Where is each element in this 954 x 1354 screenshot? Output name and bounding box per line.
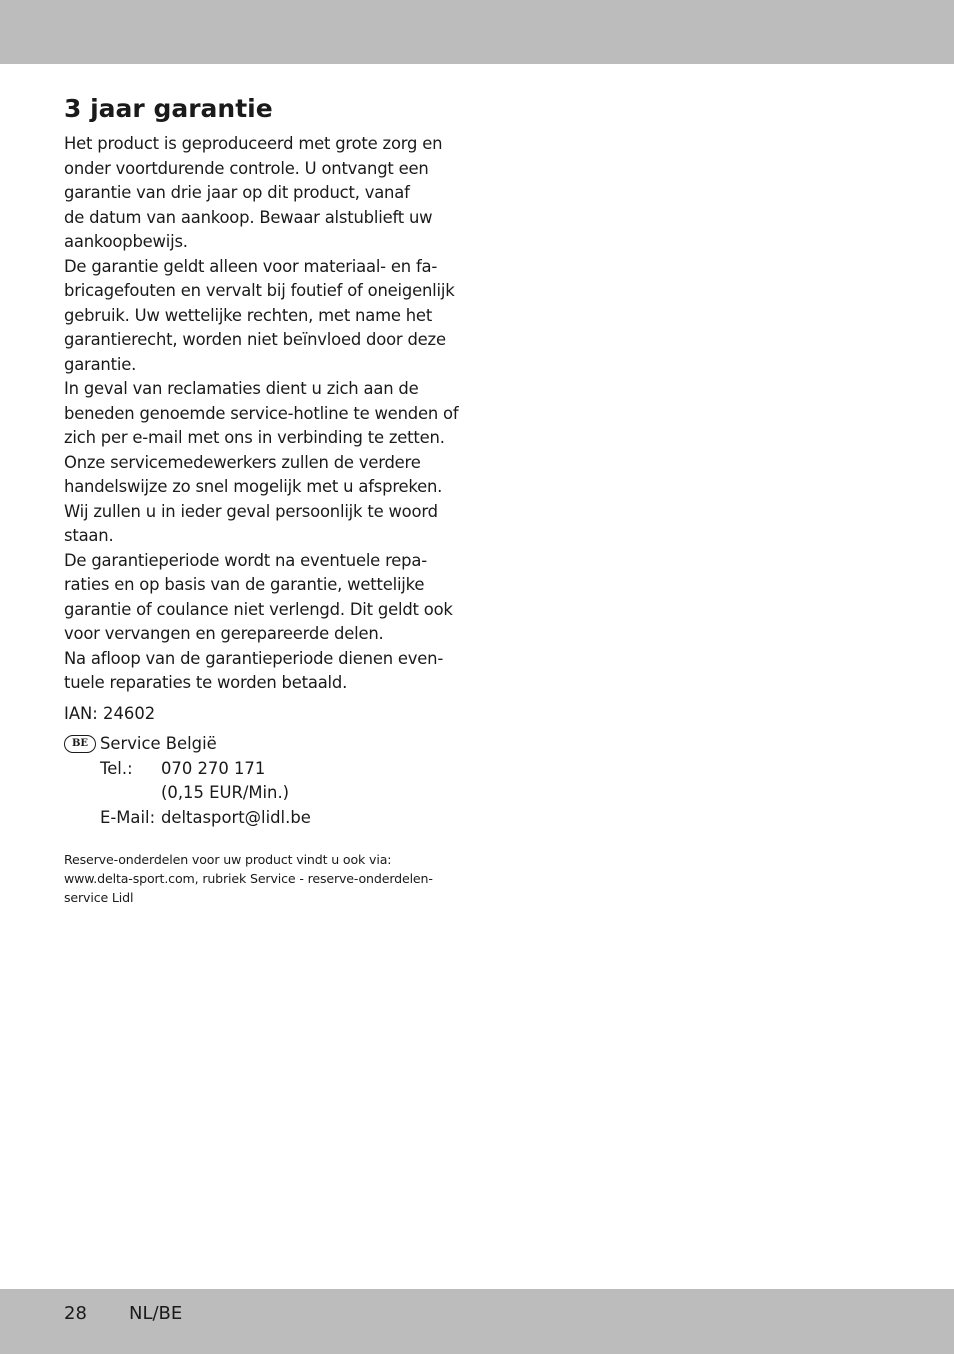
phone-row [64,757,464,782]
text-line: zich per e-mail met ons in verbinding te zetten. [64,428,445,447]
text-line: staan. [64,526,114,545]
service-title-row [64,732,464,757]
country-badge-icon: BE [64,735,96,753]
warranty-body-text [64,132,464,696]
section-title: 3 jaar garantie [64,94,273,123]
spare-parts-line: Reserve-onderdelen voor uw product vindt u ook via: [64,852,392,867]
header-bar [0,0,954,64]
phone-label: Tel.: [100,758,133,778]
text-line: raties en op basis van de garantie, wettelijke [64,575,425,594]
spare-parts-line: www.delta-sport.com, rubriek Service - reserve-onderdelen- [64,871,433,886]
service-contact [64,732,464,830]
text-line: garantie van drie jaar op dit product, vanaf [64,183,410,202]
email-label: E-Mail: [100,807,156,827]
email-address[interactable]: deltasport@lidl.be [161,807,311,827]
text-line: bricagefouten en vervalt bij foutief of oneigenlijk [64,281,455,300]
text-line: gebruik. Uw wettelijke rechten, met name het [64,305,433,325]
phone-cost-row [64,781,464,806]
text-line: garantie of coulance niet verlengd. Dit geldt ook [64,599,453,619]
service-title: Service België [100,734,217,753]
text-line: beneden genoemde service-hotline te wenden of [64,403,459,423]
phone-cost: (0,15 EUR/Min.) [161,783,290,802]
text-line: Het product is geproduceerd met grote zorg en [64,134,443,153]
page-language: NL/BE [129,1303,183,1324]
text-line: garantierecht, worden niet beïnvloed door deze [64,330,446,349]
text-line: In geval van reclamaties dient u zich aan de [64,379,419,398]
text-line: Na afloop van de garantieperiode dienen even- [64,648,444,668]
phone-number[interactable]: 070 270 171 [161,758,266,778]
spare-parts-line: service Lidl [64,890,134,905]
spare-parts-note [64,850,464,907]
text-line: de datum van aankoop. Bewaar alstublieft uw [64,207,433,227]
text-line: De garantieperiode wordt na eventuele repa- [64,550,427,570]
text-line: onder voortdurende controle. U ontvangt een [64,158,429,178]
page-number: 28 [64,1303,87,1324]
warranty-section [64,92,464,907]
phone-cost-spacer [100,781,161,806]
text-line: garantie. [64,354,137,374]
text-line: handelswijze zo snel mogelijk met u afspreken. [64,477,443,496]
text-line: Onze servicemedewerkers zullen de verdere [64,452,421,472]
ian-number: IAN: 24602 [64,703,156,723]
text-line: Wij zullen u in ieder geval persoonlijk te woord [64,501,438,521]
text-line: aankoopbewijs. [64,232,188,251]
text-line: De garantie geldt alleen voor materiaal- en fa- [64,256,438,276]
text-line: voor vervangen en gerepareerde delen. [64,624,384,643]
text-line: tuele reparaties te worden betaald. [64,673,348,692]
email-row [64,806,464,831]
